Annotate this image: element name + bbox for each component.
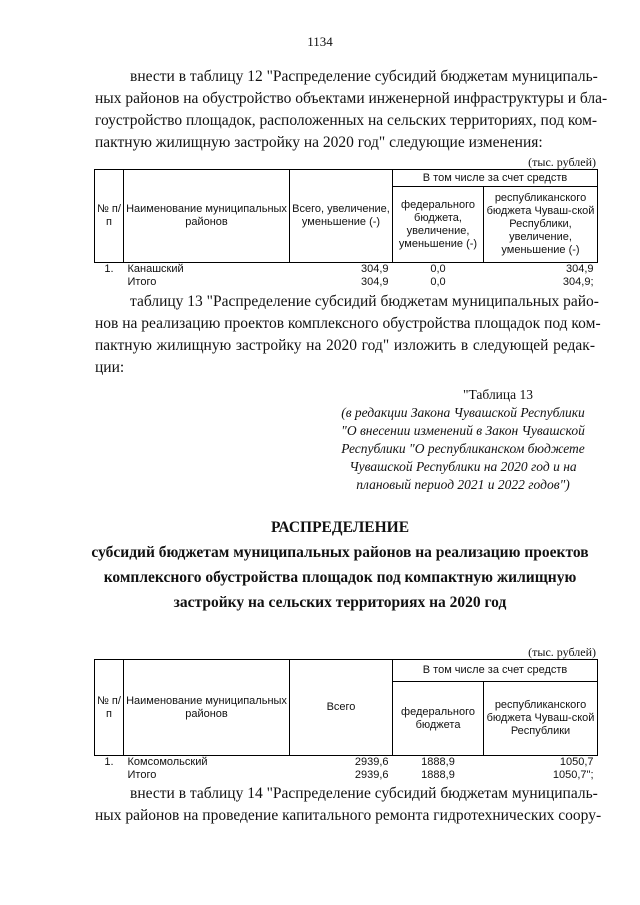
cell-num: 1. (104, 756, 114, 768)
text-line: ных районов на проведение капитального ремонта гидротехнических соору- (95, 807, 602, 824)
header-total: Всего (290, 660, 393, 756)
header-group: В том числе за счет средств (393, 170, 598, 187)
page-number: 1134 (307, 34, 333, 49)
text-line: нов на реализацию проектов комплексного обустройства площадок под ком- (95, 315, 601, 332)
header-num: № п/п (95, 170, 124, 263)
table-row (95, 276, 598, 289)
cell-total: 304,9 (360, 276, 389, 288)
text-line: ных районов на обустройство объектами инженерной инфраструктуры и бла- (95, 90, 608, 107)
heading-line: субсидий бюджетам муниципальных районов на реализацию проектов (91, 544, 589, 561)
cell-name: Комсомольский (127, 756, 208, 768)
text-line: ции: (95, 359, 125, 376)
header-name: Наименование муниципальных районов (124, 660, 290, 756)
cell-name: Канашский (127, 263, 184, 275)
paragraph-table12-intro (95, 66, 608, 154)
text-line: гоустройство площадок, расположенных на сельских территориях, под ком- (95, 112, 598, 129)
text-line: внести в таблицу 12 "Распределение субсидий бюджетам муниципаль- (130, 68, 598, 85)
cell-name: Итого (127, 769, 157, 781)
cell-republic: 1050,7 (559, 756, 594, 768)
caption-line: Чувашской Республики на 2020 год и на (349, 459, 577, 474)
table13-title: "Таблица 13 (463, 387, 533, 402)
units-label: (тыс. рублей) (528, 645, 596, 659)
paragraph-table14-intro (95, 783, 602, 827)
table13-caption (330, 386, 596, 494)
table-row (95, 263, 598, 277)
cell-federal: 0,0 (430, 263, 446, 275)
header-federal: федерального бюджета (393, 682, 484, 756)
caption-line: "О внесении изменений в Закон Чувашской (341, 423, 585, 438)
cell-num: 1. (104, 263, 114, 275)
caption-line: (в редакции Закона Чувашской Республики (341, 405, 585, 420)
table-row (95, 756, 598, 770)
cell-total: 2939,6 (354, 756, 389, 768)
units-label: (тыс. рублей) (528, 155, 596, 169)
heading-title: РАСПРЕДЕЛЕНИЕ (270, 519, 410, 536)
cell-name: Итого (127, 276, 157, 288)
cell-num (95, 769, 124, 782)
table-12-changes (94, 169, 598, 289)
cell-total: 304,9 (360, 263, 389, 275)
heading-line: застройку на сельских территориях на 2020 год (173, 594, 507, 611)
header-total: Всего, увеличение, уменьшение (-) (290, 170, 393, 263)
cell-federal: 0,0 (430, 276, 446, 288)
table-row (95, 769, 598, 782)
cell-republic: 304,9; (562, 276, 594, 288)
header-num: № п/п (95, 660, 124, 756)
header-name: Наименование муниципальных районов (124, 170, 290, 263)
cell-federal: 1888,9 (421, 769, 455, 781)
header-republic: республиканского бюджета Чуваш-ской Республики, увеличение, уменьшение (-) (484, 187, 598, 263)
table-13-distribution (94, 659, 598, 782)
text-line: пактную жилищную застройку на 2020 год" изложить в следующей редак- (95, 337, 595, 354)
header-federal: федерального бюджета, увеличение, уменьшение (-) (393, 187, 484, 263)
text-line: пактную жилищную застройку на 2020 год" следующие изменения: (95, 134, 543, 151)
cell-republic: 304,9 (565, 263, 594, 275)
paragraph-table13-intro (95, 291, 601, 379)
caption-line: Республики "О республиканском бюджете (341, 441, 585, 456)
heading-line: комплексного обустройства площадок под компактную жилищную (103, 569, 577, 586)
cell-republic: 1050,7"; (552, 769, 594, 781)
cell-federal: 1888,9 (421, 756, 455, 768)
section-heading (70, 515, 610, 615)
cell-total: 2939,6 (354, 769, 389, 781)
caption-line: плановый период 2021 и 2022 годов") (356, 477, 570, 492)
header-republic: республиканского бюджета Чуваш-ской Республики (484, 682, 598, 756)
cell-num (95, 276, 124, 289)
header-group: В том числе за счет средств (393, 660, 598, 682)
text-line: таблицу 13 "Распределение субсидий бюджетам муниципальных райо- (130, 293, 599, 310)
text-line: внести в таблицу 14 "Распределение субсидий бюджетам муниципаль- (130, 785, 598, 802)
